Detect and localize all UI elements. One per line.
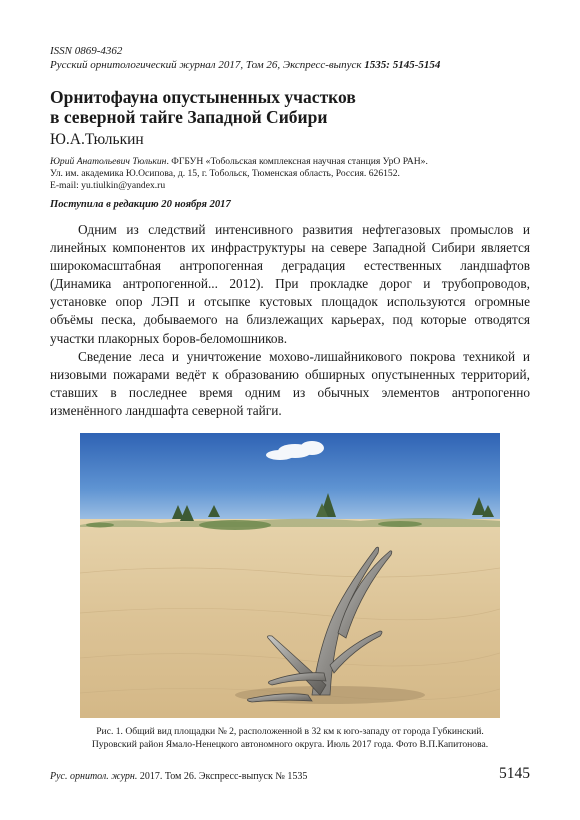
figure-caption [50, 725, 530, 751]
footer-issue-info: 2017. Том 26. Экспресс-выпуск № 1535 [137, 771, 308, 782]
title-line-2: в северной тайге Западной Сибири [50, 107, 328, 127]
institution: . ФГБУН «Тобольская комплексная научная станция УрО РАН». [166, 156, 428, 167]
journal-abbreviation: Рус. орнитол. журн. [50, 771, 138, 782]
journal-name: Русский орнитологический журнал 2017, Том 26, Экспресс-выпуск [50, 58, 365, 71]
article-body [50, 221, 530, 420]
paragraph-1: Одним из следствий интенсивного развития нефтегазовых промыслов и линейных компонентов их инфраструктуры на севере Западной Сибири является широкомасштабная антропогенная деградация естественных ландшафтов (Динамика антропогенной... 2012). При прокладке дорог и трубопроводов, установке опор ЛЭП и отсыпке кустовых площадок используются огромные объёмы песка, добываемого на близлежащих карьерах, под которые отводятся участки плакорных боров-беломошников. [50, 222, 530, 346]
address: Ул. им. академика Ю.Осипова, д. 15, г. Тобольск, Тюменская область, Россия. 626152. [50, 167, 400, 179]
author: Ю.А.Тюлькин [50, 131, 144, 148]
page-number: 5145 [499, 765, 530, 782]
figure-photo [80, 433, 500, 718]
journal-citation [50, 59, 540, 73]
page-range: : 5145-5154 [386, 58, 441, 71]
author-full-name: Юрий Анатольевич Тюлькин [50, 156, 167, 167]
author-affiliation [50, 156, 540, 191]
paragraph-2: Сведение леса и уничтожение мохово-лишайникового покрова техникой и низовыми пожарами ведёт к образованию обширных опустыненных территорий, ставших в последнее время одним из обычных элементов антропогенно изменённого ландшафта северной тайги. [50, 348, 530, 418]
issue-number: 1535 [364, 58, 387, 71]
page-footer [50, 771, 307, 782]
journal-header [50, 45, 540, 72]
affiliation-line-1 [50, 156, 540, 168]
received-date: Поступила в редакцию 20 ноября 2017 [50, 199, 231, 210]
issn: ISSN 0869-4362 [50, 45, 123, 57]
caption-line-2: Пуровский район Ямало-Ненецкого автономного округа. Июль 2017 года. Фото В.П.Капитонова. [91, 739, 489, 751]
article-title [50, 87, 540, 127]
email: E-mail: yu.tiulkin@yandex.ru [50, 179, 166, 191]
caption-line-1: Рис. 1. Общий вид площадки № 2, расположенной в 32 км к юго-западу от города Губкинский. [96, 726, 484, 737]
title-line-1: Орнитофауна опустыненных участков [50, 87, 356, 107]
